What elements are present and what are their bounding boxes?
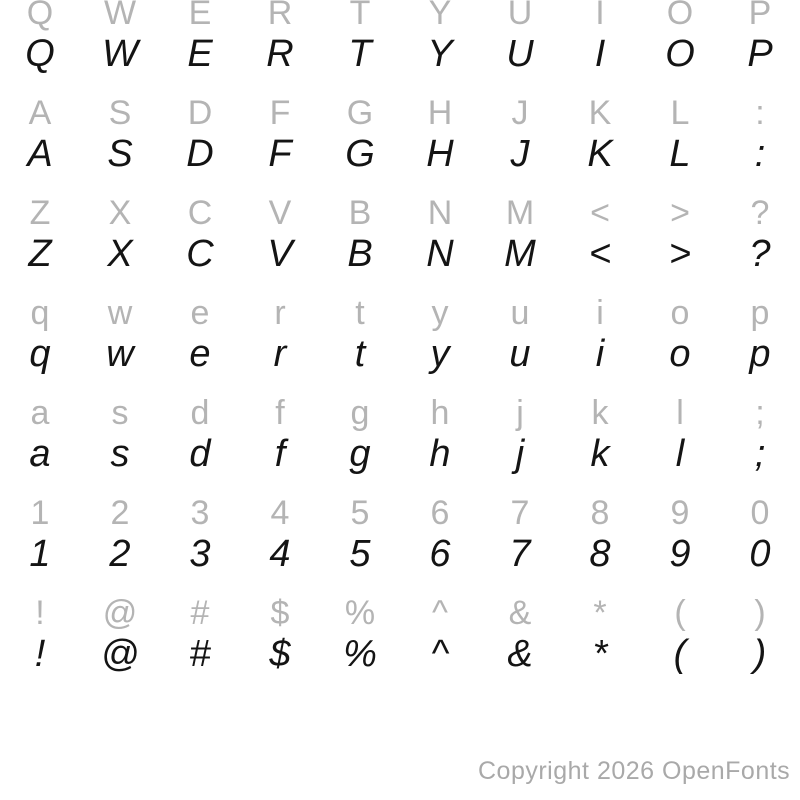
reference-glyph: G [346, 94, 374, 132]
reference-glyph: r [274, 294, 286, 332]
reference-glyph: & [508, 594, 532, 632]
sample-glyph: l [675, 433, 685, 475]
italic-sample-glyph-row [0, 533, 800, 576]
reference-glyph: ( [674, 594, 686, 632]
sample-glyph: 3 [189, 533, 211, 575]
reference-glyph: ! [35, 594, 45, 632]
sample-glyph: S [107, 133, 133, 175]
sample-glyph: % [343, 633, 377, 675]
sample-glyph: : [754, 133, 766, 175]
reference-glyph: ? [750, 194, 770, 232]
sample-glyph: I [594, 33, 606, 75]
reference-glyph: p [750, 294, 770, 332]
sample-glyph: d [189, 433, 211, 475]
sample-glyph: G [345, 133, 375, 175]
reference-glyph: y [431, 294, 449, 332]
row-pair-lowercase-top-row [0, 294, 800, 400]
reference-glyph-row [0, 94, 800, 133]
sample-glyph: ( [673, 633, 687, 675]
sample-glyph: ) [753, 633, 767, 675]
sample-glyph: P [747, 33, 773, 75]
reference-glyph: d [190, 394, 210, 432]
reference-glyph: V [268, 194, 292, 232]
sample-glyph: B [347, 233, 373, 275]
sample-glyph: i [595, 333, 605, 375]
reference-glyph: C [187, 194, 213, 232]
reference-glyph: J [511, 94, 529, 132]
sample-glyph: 4 [269, 533, 291, 575]
sample-glyph: X [107, 233, 133, 275]
sample-glyph: & [507, 633, 533, 675]
reference-glyph: B [348, 194, 372, 232]
reference-glyph: 5 [350, 494, 370, 532]
reference-glyph: W [103, 0, 137, 32]
reference-glyph: 0 [750, 494, 770, 532]
sample-glyph: O [665, 33, 695, 75]
sample-glyph: 7 [509, 533, 531, 575]
sample-glyph: D [186, 133, 214, 175]
row-pair-symbols-row [0, 594, 800, 700]
italic-sample-glyph-row [0, 133, 800, 176]
reference-glyph: a [30, 394, 50, 432]
sample-glyph: t [354, 333, 366, 375]
sample-glyph: * [592, 633, 608, 675]
reference-glyph: R [267, 0, 293, 32]
reference-glyph: I [595, 0, 605, 32]
sample-glyph: k [590, 433, 610, 475]
sample-glyph: w [106, 333, 134, 375]
sample-glyph: ? [749, 233, 771, 275]
row-pair-uppercase-home-row [0, 94, 800, 200]
sample-glyph: # [189, 633, 211, 675]
reference-glyph: @ [102, 594, 138, 632]
row-pair-uppercase-bottom-row [0, 194, 800, 300]
italic-sample-glyph-row [0, 233, 800, 276]
reference-glyph: i [596, 294, 604, 332]
reference-glyph: F [269, 94, 291, 132]
reference-glyph: ^ [432, 594, 448, 632]
sample-glyph: W [102, 33, 138, 75]
sample-glyph: 1 [29, 533, 51, 575]
sample-glyph: a [29, 433, 51, 475]
sample-glyph: j [515, 433, 525, 475]
reference-glyph: 4 [270, 494, 290, 532]
reference-glyph: D [187, 94, 213, 132]
reference-glyph: 9 [670, 494, 690, 532]
reference-glyph: k [591, 394, 609, 432]
sample-glyph: Q [25, 33, 55, 75]
italic-sample-glyph-row [0, 433, 800, 476]
sample-glyph: 0 [749, 533, 771, 575]
sample-glyph: 9 [669, 533, 691, 575]
sample-glyph: e [189, 333, 211, 375]
sample-glyph: h [429, 433, 451, 475]
reference-glyph: E [188, 0, 212, 32]
sample-glyph: K [587, 133, 613, 175]
reference-glyph: w [107, 294, 133, 332]
sample-glyph: N [426, 233, 454, 275]
sample-glyph: ; [754, 433, 766, 475]
reference-glyph: $ [270, 594, 290, 632]
sample-glyph: T [348, 33, 372, 75]
sample-glyph: Y [427, 33, 453, 75]
sample-glyph: s [110, 433, 130, 475]
sample-glyph: J [510, 133, 530, 175]
reference-glyph: g [350, 394, 370, 432]
italic-sample-glyph-row [0, 33, 800, 76]
reference-glyph: Y [428, 0, 452, 32]
sample-glyph: ^ [431, 633, 449, 675]
reference-glyph: 3 [190, 494, 210, 532]
sample-glyph: 5 [349, 533, 371, 575]
sample-glyph: A [27, 133, 53, 175]
sample-glyph: R [266, 33, 294, 75]
sample-glyph: f [274, 433, 286, 475]
reference-glyph: f [275, 394, 285, 432]
sample-glyph: C [186, 233, 214, 275]
sample-glyph: H [426, 133, 454, 175]
reference-glyph-row [0, 494, 800, 533]
sample-glyph: g [349, 433, 371, 475]
sample-glyph: > [668, 233, 692, 275]
sample-glyph: $ [269, 633, 291, 675]
sample-glyph: Z [28, 233, 52, 275]
sample-glyph: U [506, 33, 534, 75]
reference-glyph: : [755, 94, 765, 132]
reference-glyph: 7 [510, 494, 530, 532]
reference-glyph: U [507, 0, 533, 32]
reference-glyph: ; [755, 394, 765, 432]
reference-glyph: M [505, 194, 535, 232]
sample-glyph: @ [100, 633, 140, 675]
copyright-notice: Copyright 2026 OpenFonts [478, 757, 791, 785]
sample-glyph: r [273, 333, 287, 375]
reference-glyph: A [28, 94, 52, 132]
reference-glyph: 6 [430, 494, 450, 532]
sample-glyph: u [509, 333, 531, 375]
reference-glyph: 1 [30, 494, 50, 532]
sample-glyph: 6 [429, 533, 451, 575]
reference-glyph: * [593, 594, 607, 632]
sample-glyph: F [268, 133, 292, 175]
sample-glyph: q [29, 333, 51, 375]
sample-glyph: o [669, 333, 691, 375]
reference-glyph: t [355, 294, 365, 332]
reference-glyph: % [344, 594, 376, 632]
reference-glyph: Z [29, 194, 51, 232]
italic-sample-glyph-row [0, 333, 800, 376]
reference-glyph: h [430, 394, 450, 432]
reference-glyph: T [349, 0, 371, 32]
reference-glyph: S [108, 94, 132, 132]
sample-glyph: V [267, 233, 293, 275]
reference-glyph-row [0, 394, 800, 433]
reference-glyph: L [670, 94, 690, 132]
sample-glyph: y [430, 333, 450, 375]
reference-glyph-row [0, 594, 800, 633]
reference-glyph: s [111, 394, 129, 432]
reference-glyph: < [590, 194, 610, 232]
sample-glyph: L [669, 133, 691, 175]
reference-glyph: 8 [590, 494, 610, 532]
italic-sample-glyph-row [0, 633, 800, 676]
reference-glyph: l [676, 394, 684, 432]
reference-glyph: ) [754, 594, 766, 632]
row-pair-uppercase-top-row [0, 0, 800, 100]
reference-glyph: e [190, 294, 210, 332]
reference-glyph-row [0, 0, 800, 33]
sample-glyph: 8 [589, 533, 611, 575]
reference-glyph: 2 [110, 494, 130, 532]
reference-glyph: u [510, 294, 530, 332]
reference-glyph: Q [26, 0, 54, 32]
row-pair-lowercase-home-row [0, 394, 800, 500]
sample-glyph: p [749, 333, 771, 375]
reference-glyph-row [0, 194, 800, 233]
sample-glyph: < [588, 233, 612, 275]
sample-glyph: ! [34, 633, 46, 675]
reference-glyph: o [670, 294, 690, 332]
reference-glyph: P [748, 0, 772, 32]
reference-glyph: N [427, 194, 453, 232]
reference-glyph: O [666, 0, 694, 32]
sample-glyph: M [504, 233, 536, 275]
reference-glyph: # [190, 594, 210, 632]
reference-glyph: q [30, 294, 50, 332]
reference-glyph: j [516, 394, 524, 432]
reference-glyph: K [588, 94, 612, 132]
reference-glyph: H [427, 94, 453, 132]
sample-glyph: E [187, 33, 213, 75]
sample-glyph: 2 [109, 533, 131, 575]
reference-glyph: > [670, 194, 690, 232]
reference-glyph: X [108, 194, 132, 232]
row-pair-digits-row [0, 494, 800, 600]
reference-glyph-row [0, 294, 800, 333]
